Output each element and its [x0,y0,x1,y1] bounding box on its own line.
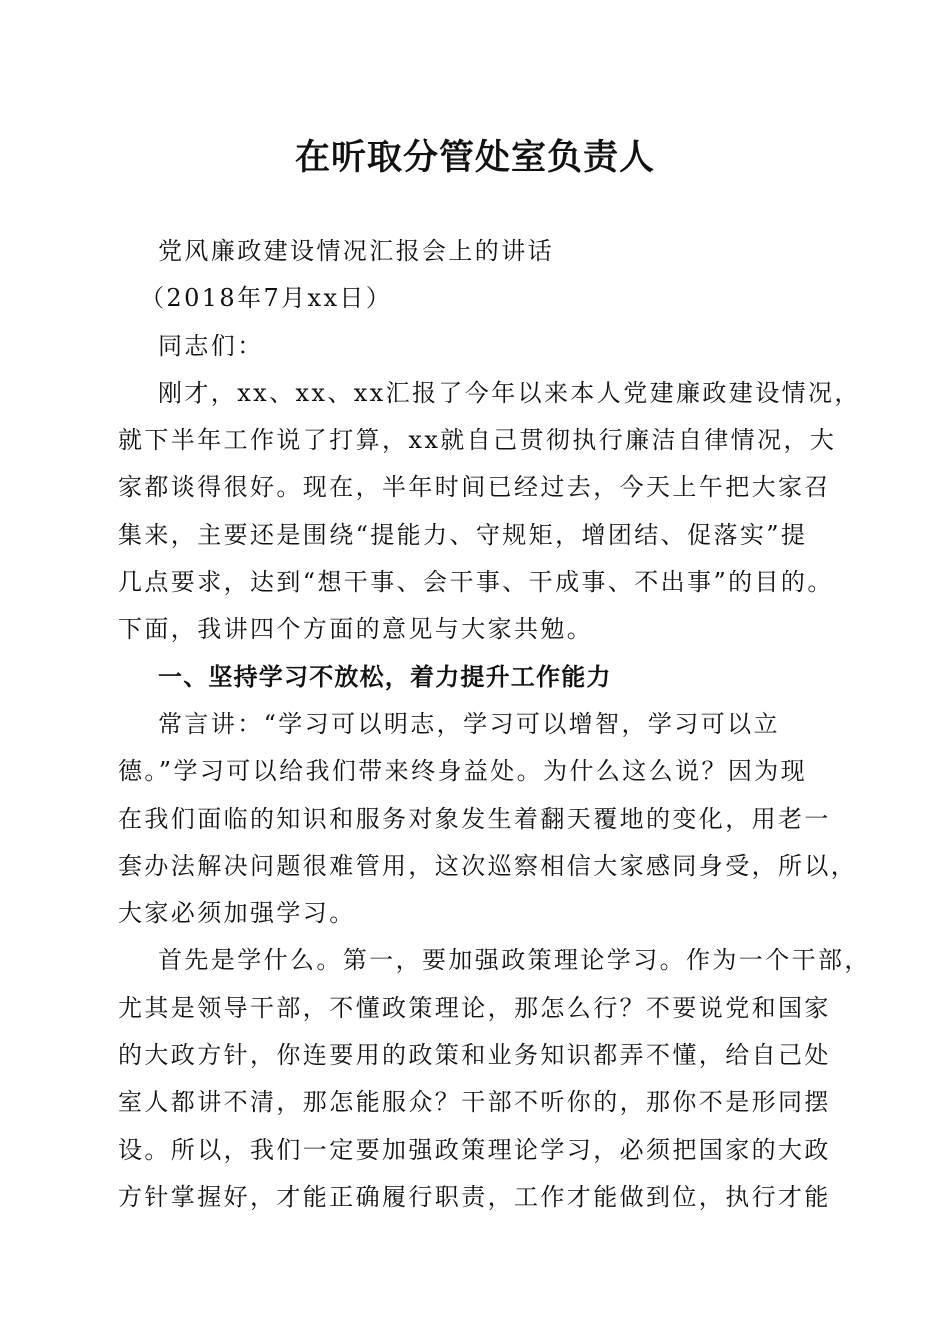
subtitle: 党风廉政建设情况汇报会上的讲话 [158,237,554,265]
paragraph-1-line: 集来，主要还是围绕“提能力、守规矩，增团结、促落实”提 [118,520,808,549]
paragraph-2-line: 德。”学习可以给我们带来终身益处。为什么这么说？因为现 [118,757,808,786]
paragraph-3-line: 室人都讲不清，那怎能服众？干部不听你的，那你不是形同摆 [118,1088,831,1117]
paragraph-2-line: 常言讲：“学习可以明志，学习可以增智，学习可以立 [158,709,780,738]
paragraph-3-line: 设。所以，我们一定要加强政策理论学习，必须把国家的大政 [118,1135,831,1164]
salutation: 同志们： [158,331,264,360]
paragraph-3-line: 尤其是领导干部，不懂政策理论，那怎么行？不要说党和国家 [118,993,831,1022]
document-title: 在听取分管处室负责人 [294,137,655,178]
speech-date: （2018年7月xx日） [140,284,393,313]
paragraph-1-line: 下面，我讲四个方面的意见与大家共勉。 [118,615,594,644]
paragraph-1-line: 就下半年工作说了打算，xx就自己贯彻执行廉洁自律情况，大 [118,426,837,455]
paragraph-3-line: 方针掌握好，才能正确履行职责，工作才能做到位，执行才能 [118,1182,831,1211]
paragraph-3-line: 的大政方针，你连要用的政策和业务知识都弄不懂，给自己处 [118,1041,831,1070]
paragraph-3-line: 首先是学什么。第一，要加强政策理论学习。作为一个干部， [158,946,871,975]
document-body [118,228,871,1221]
paragraph-1-line: 几点要求，达到“想干事、会干事、干成事、不出事”的目的。 [118,568,834,597]
paragraph-1-line: 刚才，xx、xx、xx汇报了今年以来本人党建廉政建设情况， [158,378,861,407]
paragraph-2-line: 在我们面临的知识和服务对象发生着翻天覆地的变化，用老一 [118,804,831,833]
paragraph-1-line: 家都谈得很好。现在，半年时间已经过去，今天上午把大家召 [118,473,831,502]
paragraph-2-line: 套办法解决问题很难管用，这次巡察相信大家感同身受，所以， [118,851,858,880]
paragraph-2-line: 大家必须加强学习。 [118,899,356,928]
section-heading-1: 一、坚持学习不放松，着力提升工作能力 [158,662,612,691]
